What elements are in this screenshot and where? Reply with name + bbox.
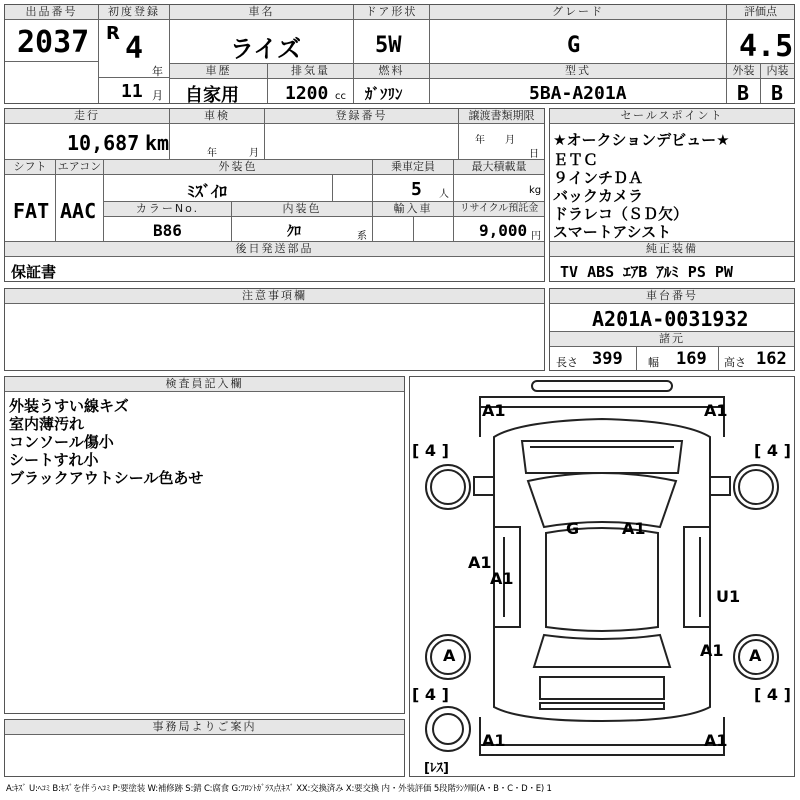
month-unit: 月 xyxy=(152,89,163,102)
recycle-value: 9,000 xyxy=(479,221,528,240)
mileage-label: 走行 xyxy=(5,109,169,124)
model-label: 型式 xyxy=(430,64,726,79)
later-value: 保証書 xyxy=(11,263,57,281)
first-reg-month: 11 xyxy=(121,81,143,102)
fuel-label: 燃料 xyxy=(354,64,429,79)
sales-line: バックカメラ xyxy=(553,187,644,205)
spare-tire-status: [ﾚｽ] xyxy=(424,761,449,776)
inspector-line: ブラックアウトシール色あせ xyxy=(9,469,204,487)
year-unit: 年 xyxy=(152,65,163,78)
shift-label: シフト xyxy=(5,160,55,175)
office-label: 事務局よりご案内 xyxy=(5,720,404,735)
inspector-line: コンソール傷小 xyxy=(9,433,114,451)
interior-value: B xyxy=(771,81,784,105)
inspection-label: 車検 xyxy=(170,109,264,124)
ac-label: エアコン xyxy=(57,160,102,173)
sales-line: ９インチＤＡ xyxy=(553,169,644,187)
deadline-day: 日 xyxy=(529,149,539,160)
specs-label: 諸元 xyxy=(550,332,794,347)
exterior-value: B xyxy=(737,81,750,105)
mileage-unit: km xyxy=(145,131,170,155)
car-outline xyxy=(410,377,794,776)
recycle-unit: 円 xyxy=(531,231,541,242)
lot-label: 出品番号 xyxy=(5,5,98,20)
height-value: 162 xyxy=(756,349,787,369)
length-label: 長さ xyxy=(556,356,578,369)
chassis-section xyxy=(549,288,795,371)
equipment-value: TV ABS ｴｱB ｱﾙﾐ PS PW xyxy=(560,263,733,281)
equipment-label: 純正装備 xyxy=(550,242,794,257)
damage-mark: A1 xyxy=(700,641,724,660)
inspector-label: 検査員記入欄 xyxy=(5,377,404,392)
capacity-label: 乗車定員 xyxy=(373,160,453,175)
notes-label: 注意事項欄 xyxy=(5,289,544,304)
first-reg-label: 初度登録 xyxy=(99,5,169,20)
first-reg-year: 4 xyxy=(125,31,144,66)
chassis-number: A201A-0031932 xyxy=(592,307,749,331)
tire-depth: [ 4 ] xyxy=(754,441,791,460)
colorno-value: B86 xyxy=(153,221,182,240)
legend: A:ｷｽﾞ U:ﾍｺﾐ B:ｷｽﾞを伴うﾍｺﾐ P:要塗装 W:補修跡 S:錆 C:腐食 G:ﾌﾛﾝﾄｶﾞﾗｽ点ｷｽﾞ XX:交換済み X:要交換 内・外装評価 5段階ﾗﾝｸ順(A・B・C・D・E) 1 xyxy=(6,784,552,794)
score-label: 評価点 xyxy=(727,5,794,20)
damage-mark: A1 xyxy=(622,519,646,538)
exterior-label: 外装 xyxy=(727,64,760,79)
intcolor-label: 内装色 xyxy=(232,202,372,217)
width-value: 169 xyxy=(676,349,707,369)
damage-mark: A1 xyxy=(704,731,728,750)
length-value: 399 xyxy=(592,349,623,369)
model-value: 5BA-A201A xyxy=(529,83,627,104)
lot-number: 2037 xyxy=(17,25,90,60)
inspection-year: 年 xyxy=(207,148,217,159)
color-value: ﾐｽﾞｲﾛ xyxy=(187,182,228,201)
damage-mark: A1 xyxy=(482,401,506,420)
office-section xyxy=(4,719,405,777)
deadline-label: 譲渡書類期限 xyxy=(459,109,544,124)
damage-mark: U1 xyxy=(716,587,741,606)
sales-label: セールスポイント xyxy=(550,109,794,124)
displacement-unit: cc xyxy=(335,91,346,102)
damage-mark: A1 xyxy=(490,569,514,588)
doors-value: 5W xyxy=(375,33,402,58)
header-section xyxy=(4,4,795,104)
deadline-month: 月 xyxy=(505,135,515,146)
inspector-line: 室内薄汚れ xyxy=(9,415,85,433)
interior-label: 内装 xyxy=(761,64,794,79)
damage-mark: A1 xyxy=(468,553,492,572)
intcolor-unit: 系 xyxy=(357,231,367,242)
deadline-year: 年 xyxy=(475,135,485,146)
recycle-label: リサイクル預託金 xyxy=(454,202,544,217)
fuel-value: ｶﾞｿﾘﾝ xyxy=(365,85,403,103)
ac-value: AAC xyxy=(60,199,97,223)
displacement-label: 排気量 xyxy=(268,64,353,79)
damage-mark: A1 xyxy=(704,401,728,420)
shift-value: FAT xyxy=(13,199,50,223)
damage-mark: A xyxy=(443,646,456,665)
plate-label: 登録番号 xyxy=(265,109,458,124)
history-value: 自家用 xyxy=(185,85,239,106)
inspection-month: 月 xyxy=(249,148,259,159)
vehicle-info-section xyxy=(4,108,545,282)
inspector-section xyxy=(4,376,405,714)
damage-mark: A1 xyxy=(482,731,506,750)
grade-label: グレード xyxy=(430,5,726,20)
displacement-value: 1200 xyxy=(285,83,329,104)
sales-line: ドラレコ（ＳＤ欠） xyxy=(553,205,689,223)
notes-section xyxy=(4,288,545,371)
chassis-label: 車台番号 xyxy=(550,289,794,304)
inspector-line: 外装うすい線キズ xyxy=(9,397,129,415)
name-label: 車名 xyxy=(170,5,353,20)
intcolor-value: ｸﾛ xyxy=(287,224,301,240)
color-label: 外装色 xyxy=(104,160,372,175)
mileage-value: 10,687 xyxy=(67,131,140,155)
width-label: 幅 xyxy=(648,356,659,369)
damage-mark: A xyxy=(749,646,762,665)
capacity-value: 5 xyxy=(411,179,422,200)
capacity-unit: 人 xyxy=(439,189,449,200)
height-label: 高さ xyxy=(724,356,746,369)
damage-mark: G xyxy=(566,519,580,538)
load-label: 最大積載量 xyxy=(454,160,544,175)
car-name: ライズ xyxy=(230,35,302,63)
import-label: 輸入車 xyxy=(373,202,453,217)
grade-value: G xyxy=(567,33,581,58)
history-label: 車歴 xyxy=(170,64,267,79)
era: R xyxy=(106,23,120,44)
sales-line: ＥＴＣ xyxy=(553,151,599,169)
sales-line: ★オークションデビュー★ xyxy=(553,131,730,149)
doors-label: ドア形状 xyxy=(354,5,429,20)
sales-section xyxy=(549,108,795,282)
tire-depth: [ 4 ] xyxy=(412,685,449,704)
inspector-line: シートすれ小 xyxy=(9,451,99,469)
later-label: 後日発送部品 xyxy=(5,242,544,257)
colorno-label: カラーNo. xyxy=(104,202,231,217)
score-value: 4.5 xyxy=(739,29,794,64)
load-unit: kg xyxy=(529,185,542,196)
tire-depth: [ 4 ] xyxy=(412,441,449,460)
car-diagram xyxy=(409,376,795,777)
sales-line: スマートアシスト xyxy=(553,223,672,241)
tire-depth: [ 4 ] xyxy=(754,685,791,704)
